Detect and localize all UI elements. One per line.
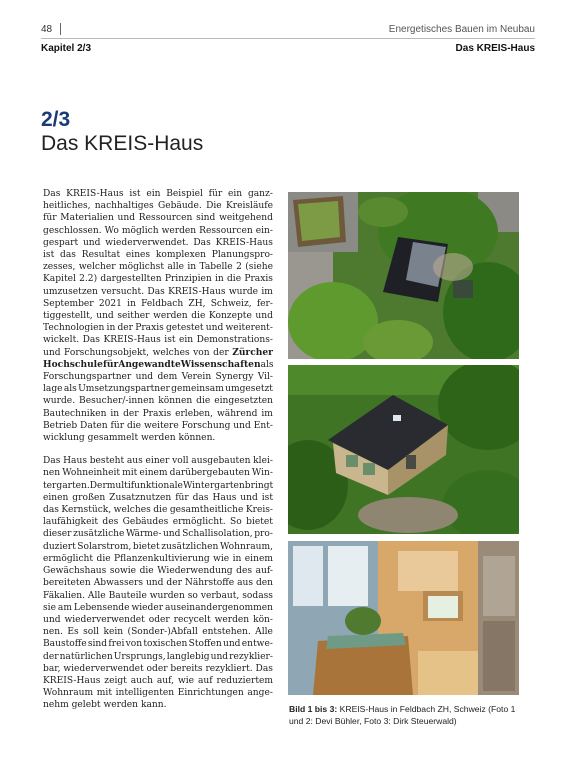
text-line: wickelt. Das KREIS-Haus ist ein Demonstrations-: [43, 335, 273, 346]
paragraph-1: [43, 188, 273, 444]
text-line: September 2021 in Feldbach ZH, Schweiz, fer-: [43, 298, 273, 309]
paragraph-2: [43, 455, 273, 711]
text-line: Bautechniken in der Praxis erleben, während im: [43, 408, 273, 419]
text-line: bar, wiederverwendet oder bereits rezykliert. Das: [43, 663, 273, 674]
text-line: geschlossen. Wo möglich werden Ressourcen ein-: [43, 225, 273, 236]
photo-aerial-top: [288, 192, 519, 359]
text-line: KREIS-Haus zeigt auch auf, wie auf reduziertem: [43, 675, 273, 686]
text-line: bereiteten Abwassers und der Nährstoffe aus den: [43, 578, 273, 589]
text-line: Kapitel 2.2) dargestellten Prinzipien in die Praxis: [43, 274, 273, 285]
text-line: umzusetzen versucht. Das KREIS-Haus wurde im: [43, 286, 273, 297]
section-number: 2/3: [41, 108, 71, 131]
running-title: Energetisches Bauen im Neubau: [388, 24, 535, 35]
text-line: Das Haus besteht aus einer voll ausgebauten klei-: [43, 456, 273, 467]
text-line: gespart und wiederverwendet. Das KREIS-Haus: [43, 237, 273, 248]
text-line: ermöglicht die Pflanzenkultivierung wie in einem: [43, 553, 273, 564]
text-line: Forschungspartner und dem Verein Synergy Vil-: [43, 372, 273, 383]
text-line: Gewächshaus sowie die Wiederwendung des auf-: [43, 566, 273, 577]
text-line: Wohnraum mit intelligenten Einrichtungen ange-: [43, 688, 273, 699]
text-line: wurde. Besucher/-innen können die eingesetzten: [43, 396, 273, 407]
text-line: tergarten. Der multifunktionale Wintergarten bringt: [43, 480, 274, 491]
photo-aerial-top-image: [288, 192, 519, 359]
text-line: tiggestellt, und seither werden die Konzepte und: [43, 311, 273, 322]
header-rule: [41, 38, 535, 39]
section-short-title: Das KREIS-Haus: [455, 43, 535, 54]
photo-interior: [288, 541, 519, 695]
text-line: sie am Lebensende wieder auseinandergenommen: [43, 602, 273, 613]
figure-caption: [289, 703, 525, 727]
text-line: Technologien in der Praxis getestet und weiterent-: [43, 323, 273, 334]
text-line: heitliches, nachhaltiges Gebäude. Die Kreisläufe: [43, 201, 273, 212]
photo-aerial-oblique: [288, 365, 519, 534]
text-line: ist das Resultat eines komplexen Planungspro-: [43, 250, 273, 261]
header-separator: [60, 23, 61, 35]
text-line: Fäkalien. Alle Bauteile wurden so verbaut, sodass: [43, 590, 273, 601]
text-line: für Materialien und Ressourcen sind weitgehend: [43, 213, 273, 224]
text-line: einen großen Zusatznutzen für das Haus und ist: [43, 492, 273, 503]
text-line: das Kernstück, welches die gesamtheitliche Kreis-: [43, 505, 273, 516]
page-number: 48: [41, 24, 53, 35]
text-line: nen Wohneinheit mit einem darübergebauten Win-: [43, 468, 273, 479]
text-line: Betrieb Daten für die weitere Forschung und Ent-: [43, 420, 273, 431]
section-title: Das KREIS-Haus: [41, 132, 204, 155]
text-line: lage als Umsetzungspartner gemeinsam umgesetzt: [43, 384, 273, 395]
text-line: wicklung gesammelt werden können.: [43, 433, 216, 444]
text-line: der natürlichen Ursprungs, langlebig und rezyklier-: [43, 651, 273, 662]
text-line: zesses, welcher möglichst alle in Tabelle 2 (siehe: [43, 262, 273, 273]
text-line: dieser zusätzliche Wärme- und Schallisolation, pro-: [43, 529, 273, 540]
text-line: Das KREIS-Haus ist ein Beispiel für ein ganz-: [43, 189, 273, 199]
text-line: laufähigkeit des Gebäudes ermöglicht. So bietet: [43, 517, 273, 528]
photo-aerial-oblique-image: [288, 365, 519, 534]
photo-interior-image: [288, 541, 519, 695]
text-line: nehm gelebt werden kann.: [43, 700, 167, 711]
text-line: nen. Es soll kein (Sonder-)Abfall entstehen. Alle: [43, 627, 273, 638]
caption-label: Bild 1 bis 3:: [289, 704, 338, 714]
body-text: [43, 188, 273, 712]
text-line: und Forschungsobjekt, welches von der Zürcher: [43, 346, 273, 358]
text-line: und wiederverwendet oder recycelt werden kön-: [43, 614, 273, 625]
text-line: Baustoffe sind frei von toxischen Stoffen und entwe-: [43, 639, 273, 650]
text-line: duziert Solarstrom, bietet zusätzlichen Wohnraum,: [43, 541, 273, 552]
text-line: Hochschule für Angewandte Wissenschaften als: [43, 358, 274, 370]
caption-text: KREIS-Haus in Feldbach ZH, Schweiz (Foto 1 und 2: Devi Bühler, Foto 3: Dirk Steuerwald): [289, 704, 516, 726]
chapter-label: Kapitel 2/3: [41, 43, 92, 54]
